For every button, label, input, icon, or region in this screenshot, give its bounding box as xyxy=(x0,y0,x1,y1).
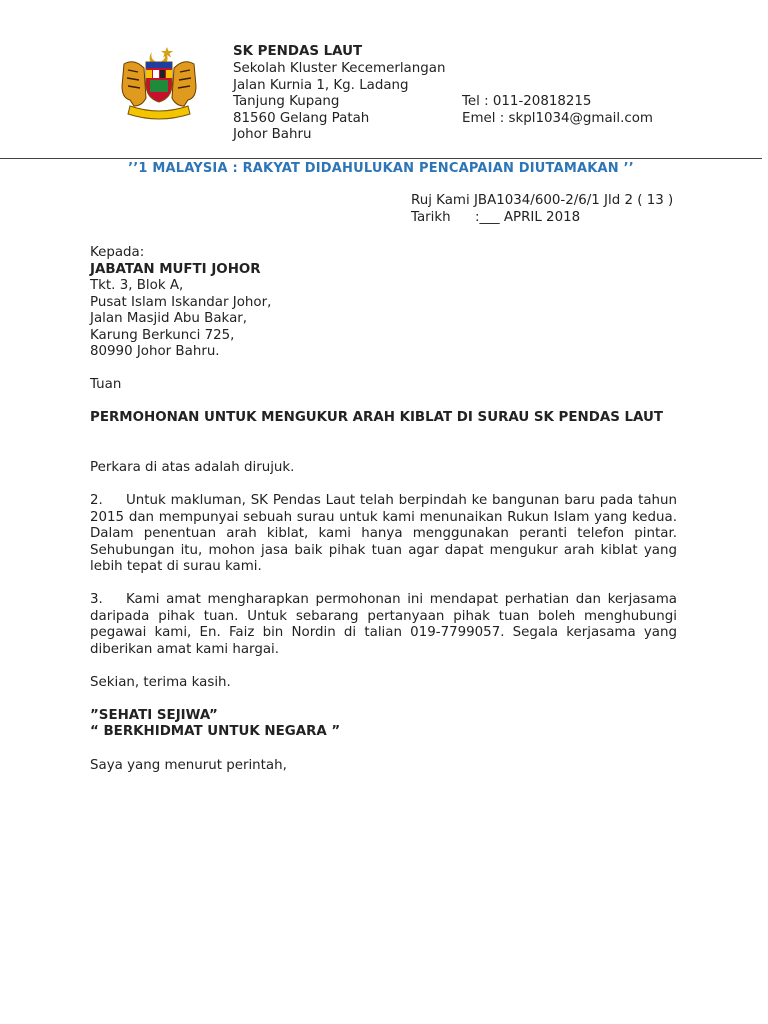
salutation: Tuan xyxy=(90,377,122,392)
letter-subject: PERMOHONAN UNTUK MENGUKUR ARAH KIBLAT DI SURAU SK PENDAS LAUT xyxy=(90,410,663,425)
recipient-address-line: Pusat Islam Iskandar Johor, xyxy=(90,295,272,310)
slogan-line-2: “ BERKHIDMAT UNTUK NEGARA ” xyxy=(90,724,341,739)
letterhead-motto: ’’1 MALAYSIA : RAKYAT DIDAHULUKAN PENCAPAIAN DIUTAMAKAN ’’ xyxy=(128,161,634,176)
paragraph-number: 3. xyxy=(90,592,103,607)
school-address-line: 81560 Gelang Patah xyxy=(233,111,370,126)
school-address-line: Jalan Kurnia 1, Kg. Ladang xyxy=(233,78,409,93)
reference-number: Ruj Kami JBA1034/600-2/6/1 Jld 2 ( 13 ) xyxy=(411,193,674,208)
school-email: Emel : skpl1034@gmail.com xyxy=(462,111,653,126)
date-value: :___ APRIL 2018 xyxy=(475,210,581,225)
letterhead-divider xyxy=(0,158,762,159)
recipient-name: JABATAN MUFTI JOHOR xyxy=(90,262,261,277)
paragraph-text: Untuk makluman, SK Pendas Laut telah berpindah ke bangunan baru pada tahun 2015 dan mempunyai sebuah surau untuk kami menunaikan Rukun Islam yang kedua. Dalam penentuan arah kiblat, kami hanya menggunakan peranti telefon pintar. Sehubungan itu, mohon jasa baik pihak tuan agar dapat mengukur arah kiblat yang lebih tepat di surau kami. xyxy=(90,493,677,574)
recipient-address-line: Karung Berkunci 725, xyxy=(90,328,235,343)
paragraph-3 xyxy=(90,592,677,658)
recipient-address-line: 80990 Johor Bahru. xyxy=(90,344,220,359)
recipient-address-line: Jalan Masjid Abu Bakar, xyxy=(90,311,248,326)
date-line xyxy=(411,210,580,227)
paragraph-1: Perkara di atas adalah dirujuk. xyxy=(90,460,295,475)
paragraph-text: Kami amat mengharapkan permohonan ini mendapat perhatian dan kerjasama daripada pihak tuan. Untuk sebarang pertanyaan pihak tuan boleh menghubungi pegawai kami, En. Faiz bin Nordin di talian 019-7799057. Segala kerjasama yang diberikan amat kami hargai. xyxy=(90,592,677,657)
recipient-address-line: Tkt. 3, Blok A, xyxy=(90,278,184,293)
recipient-kepada: Kepada: xyxy=(90,245,145,260)
school-name: SK PENDAS LAUT xyxy=(233,44,363,59)
school-subtitle: Sekolah Kluster Kecemerlangan xyxy=(233,61,446,76)
malaysia-coat-of-arms-icon xyxy=(116,44,202,120)
paragraph-2 xyxy=(90,493,677,576)
school-address-line: Johor Bahru xyxy=(233,127,312,142)
school-telephone: Tel : 011-20818215 xyxy=(462,94,592,109)
closing-thanks: Sekian, terima kasih. xyxy=(90,675,231,690)
paragraph-number: 2. xyxy=(90,493,103,508)
date-label: Tarikh xyxy=(411,210,451,225)
sign-off: Saya yang menurut perintah, xyxy=(90,758,287,773)
school-address-line: Tanjung Kupang xyxy=(233,94,340,109)
slogan-line-1: ”SEHATI SEJIWA” xyxy=(90,708,218,723)
